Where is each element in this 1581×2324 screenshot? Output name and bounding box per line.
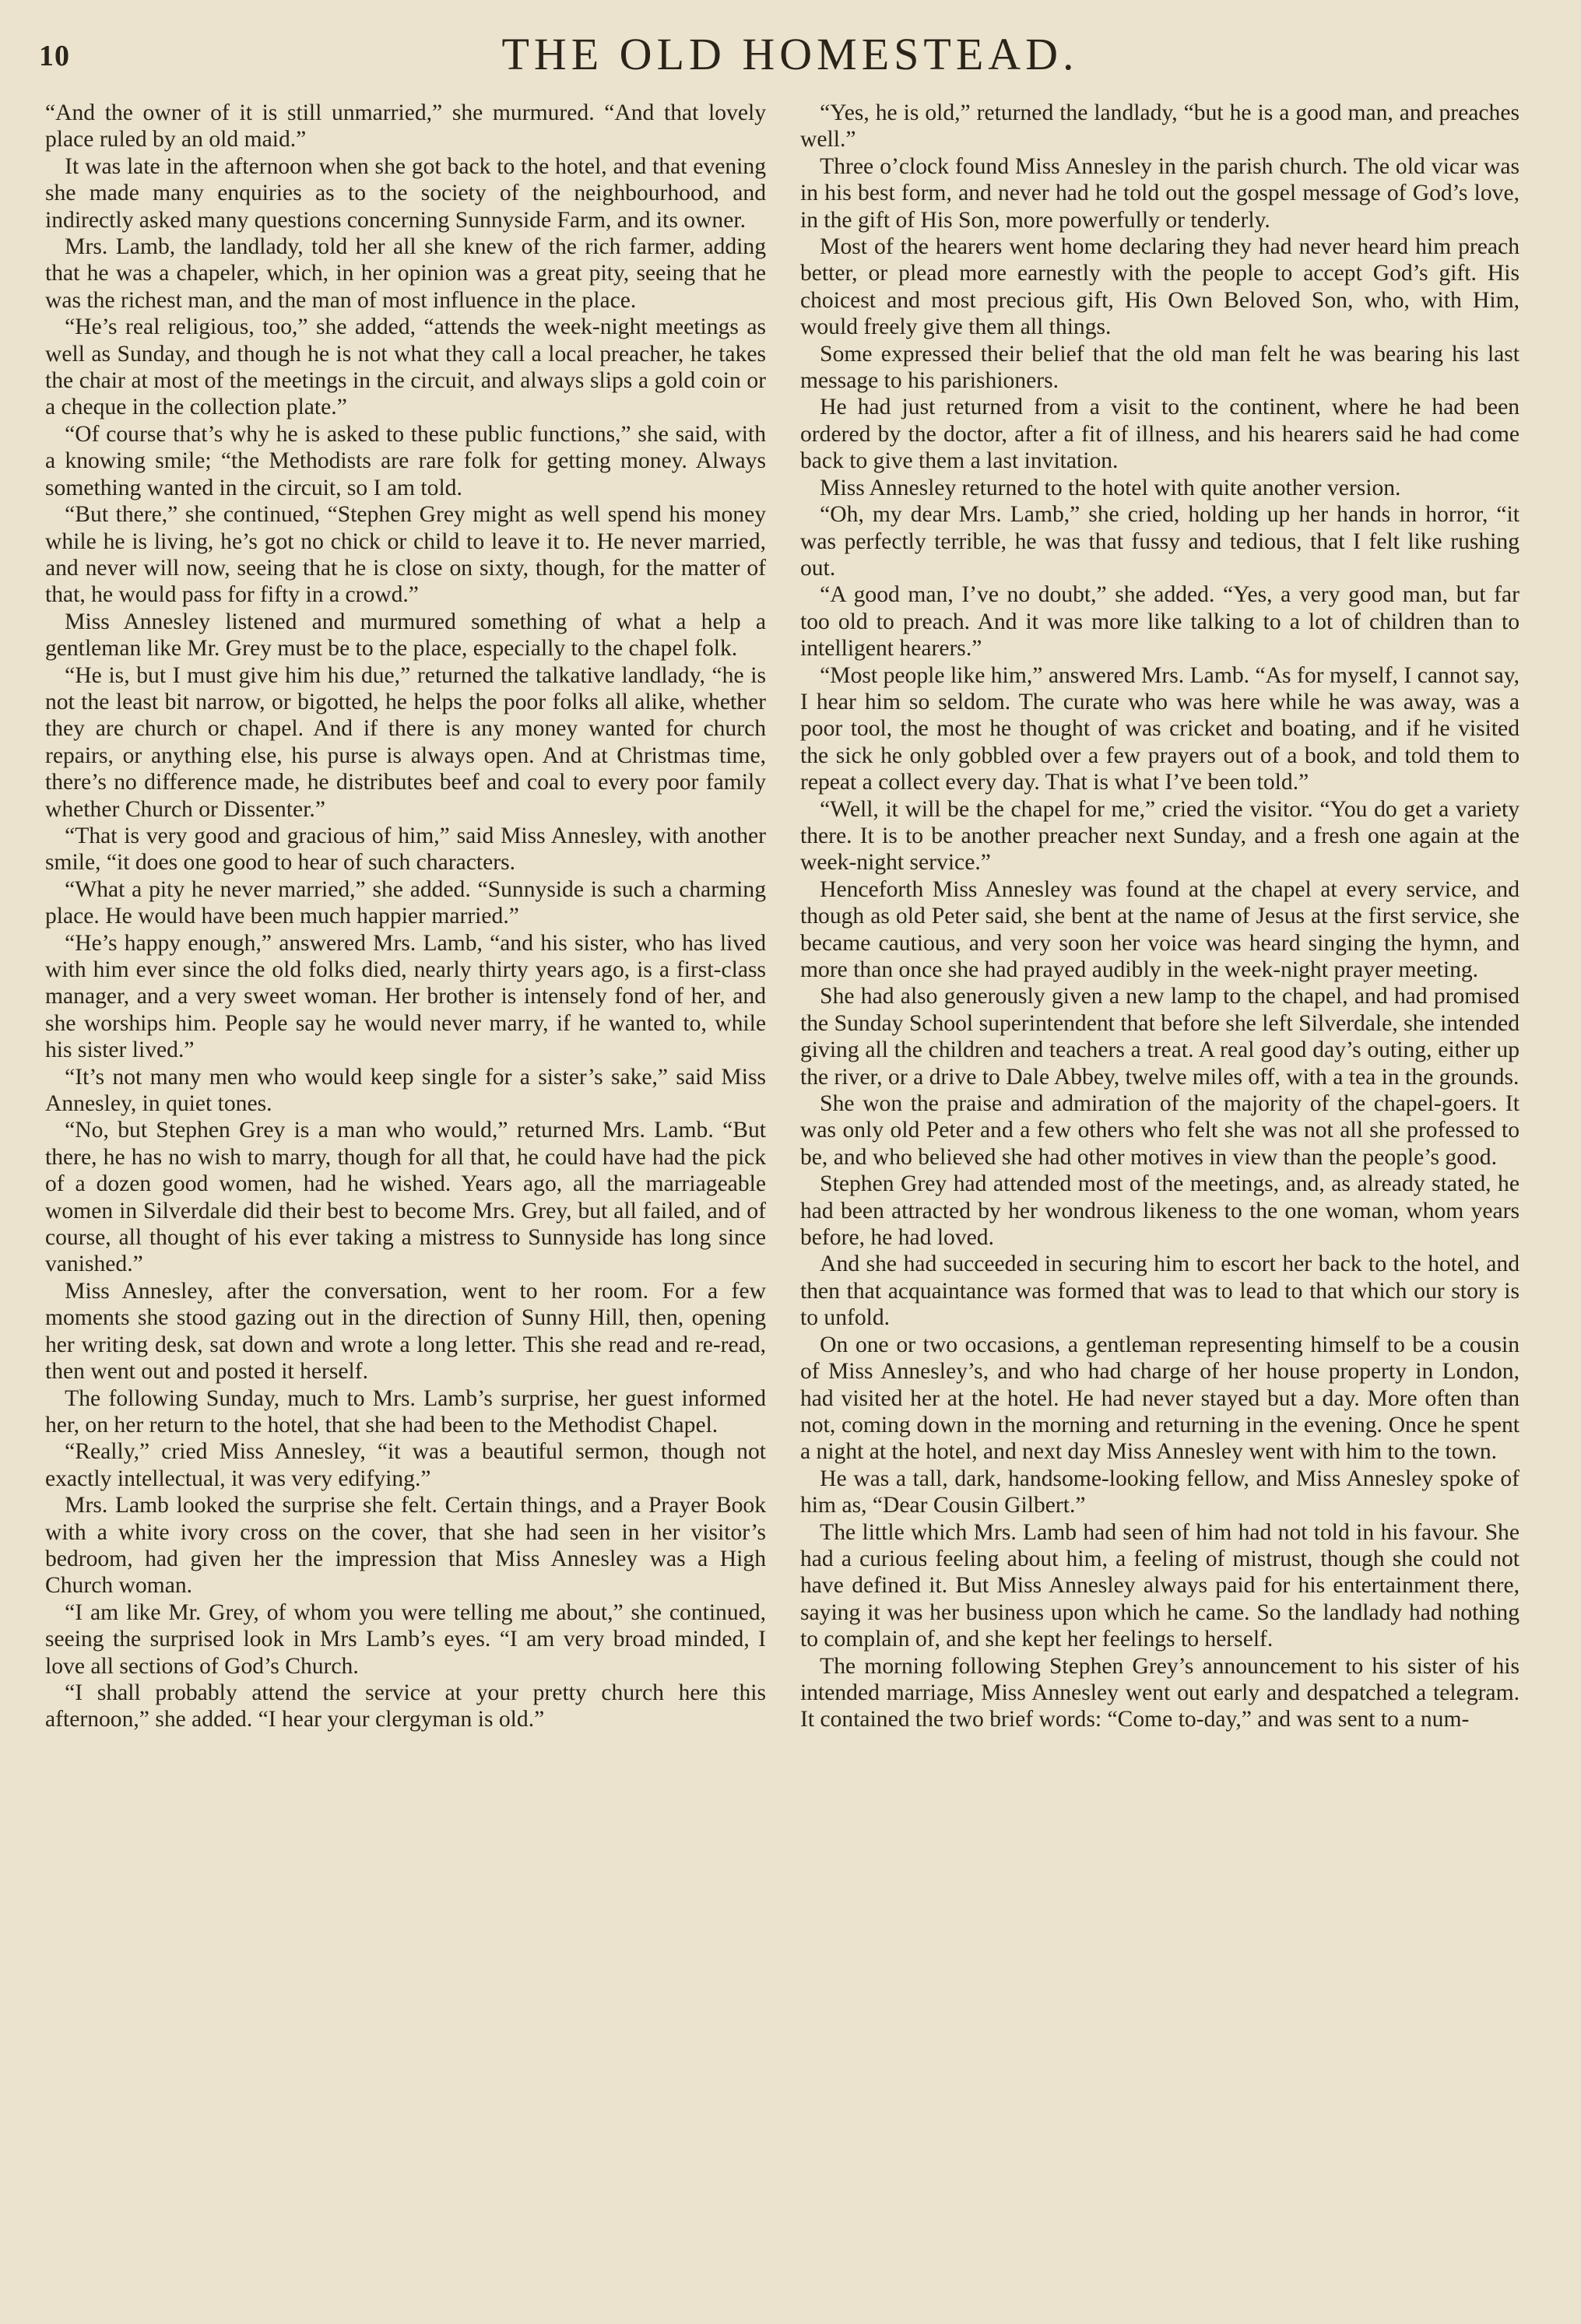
paragraph: The following Sunday, much to Mrs. Lamb’s surprise, her guest informed her, on her return to the hotel, that she had been to the Methodist Chapel. bbox=[45, 1385, 766, 1438]
paragraph: “Really,” cried Miss Annesley, “it was a beautiful sermon, though not exactly intellectual, it was very edifying.” bbox=[45, 1439, 766, 1491]
running-title: THE OLD HOMESTEAD. bbox=[501, 29, 1079, 79]
paragraph: He had just returned from a visit to the continent, where he had been ordered by the doctor, after a fit of illness, and his hearers said he had come back to give them a last invitation. bbox=[800, 395, 1520, 474]
paragraph: Some expressed their belief that the old man felt he was bearing his last message to his parishioners. bbox=[800, 341, 1520, 394]
paragraph: Three o’clock found Miss Annesley in the parish church. The old vicar was in his best form, and never had he told out the gospel message of God’s love, in the gift of His Son, more powerfully or tenderly. bbox=[800, 153, 1520, 233]
paragraph: “He is, but I must give him his due,” returned the talkative landlady, “he is not the least bit narrow, or bigotted, he helps the poor folks all alike, whether they are church or chapel. And if there is any money wanted for church repairs, or anything else, his purse is always open. And at Christmas time, there’s no difference made, he distributes beef and coal to every poor family whether Church or Dissenter.” bbox=[45, 662, 766, 822]
left-column bbox=[45, 100, 766, 1733]
page-number: 10 bbox=[39, 40, 70, 72]
paragraph: Miss Annesley, after the conversation, went to her room. For a few moments she stood gazing out in the direction of Sunny Hill, then, opening her writing desk, sat down and wrote a long letter. This she read and re-read, then went out and posted it herself. bbox=[45, 1278, 766, 1385]
paragraph: “Most people like him,” answered Mrs. Lamb. “As for myself, I cannot say, I hear him so seldom. The curate who was here while he was away, was a poor tool, the most he thought of was cricket and boating, and if he visited the sick he only gobbled over a few prayers out of a book, and told them to repeat a collect every day. That is what I’ve been told.” bbox=[800, 662, 1520, 795]
paragraph: “What a pity he never married,” she added. “Sunnyside is such a charming place. He would have been much happier married.” bbox=[45, 876, 766, 929]
paragraph: “I shall probably attend the service at your pretty church here this afternoon,” she added. “I hear your clergyman is old.” bbox=[45, 1680, 766, 1732]
paragraph: Miss Annesley returned to the hotel with quite another version. bbox=[820, 475, 1401, 500]
paragraph: “Yes, he is old,” returned the landlady, “but he is a good man, and preaches well.” bbox=[800, 100, 1520, 153]
paragraph: It was late in the afternoon when she got back to the hotel, and that evening she made many enquiries as to the society of the neighbourhood, and indirectly asked many questions concerning Sunnyside Farm, and its owner. bbox=[45, 153, 766, 233]
paragraph: Stephen Grey had attended most of the meetings, and, as already stated, he had been attracted by her wondrous likeness to the one woman, whom years before, he had loved. bbox=[800, 1171, 1520, 1251]
paragraph: “Oh, my dear Mrs. Lamb,” she cried, holding up her hands in horror, “it was perfectly terrible, he was that fussy and tedious, that I felt like rushing out. bbox=[800, 502, 1520, 581]
paragraph: On one or two occasions, a gentleman representing himself to be a cousin of Miss Annesley’s, and who had charge of her house property in London, had visited her at the hotel. He had never stayed but a day. More often than not, coming down in the morning and returning in the evening. Once he spent a night at the hotel, and next day Miss Annesley went with him to the town. bbox=[800, 1332, 1520, 1465]
paragraph: “It’s not many men who would keep single for a sister’s sake,” said Miss Annesley, in quiet tones. bbox=[45, 1064, 766, 1117]
paragraph: “He’s real religious, too,” she added, “attends the week-night meetings as well as Sunday, and though he is not what they call a local preacher, he takes the chair at most of the meetings in the circuit, and always slips a gold coin or a cheque in the collection plate.” bbox=[45, 314, 766, 420]
paragraph: “A good man, I’ve no doubt,” she added. “Yes, a very good man, but far too old to preach. And it was more like talking to a lot of children than to intelligent hearers.” bbox=[800, 582, 1520, 662]
right-column bbox=[800, 100, 1520, 1733]
paragraph: Henceforth Miss Annesley was found at the chapel at every service, and though as old Peter said, she bent at the name of Jesus at the first service, she became cautious, and very soon her voice was heard singing the hymn, and more than once she had prayed audibly in the week-night prayer meeting. bbox=[800, 876, 1520, 982]
paragraph: She won the praise and admiration of the majority of the chapel-goers. It was only old Peter and a few others who felt she was not all she professed to be, and who believed she had other motives in view than the people’s good. bbox=[800, 1091, 1520, 1170]
paragraph: She had also generously given a new lamp to the chapel, and had promised the Sunday School superintendent that before she left Silverdale, she intended giving all the children and teachers a treat. A real good day’s outing, either up the river, or a drive to Dale Abbey, twelve miles off, with a tea in the grounds. bbox=[800, 984, 1520, 1090]
paragraph: Most of the hearers went home declaring they had never heard him preach better, or plead more earnestly with the people to accept God’s gift. His choicest and most precious gift, His Own Beloved Son, who, with Him, would freely give them all things. bbox=[800, 234, 1520, 340]
paragraph: He was a tall, dark, handsome-looking fellow, and Miss Annesley spoke of him as, “Dear Cousin Gilbert.” bbox=[800, 1466, 1520, 1518]
paragraph: Mrs. Lamb looked the surprise she felt. Certain things, and a Prayer Book with a white ivory cross on the cover, that she had seen in her visitor’s bedroom, had given her the impression that Miss Annesley was a High Church woman. bbox=[45, 1493, 766, 1599]
paragraph: “But there,” she continued, “Stephen Grey might as well spend his money while he is living, he’s got no chick or child to leave it to. He never married, and never will now, seeing that he is close on sixty, though, for the matter of that, he would pass for fifty in a crowd.” bbox=[45, 502, 766, 608]
paragraph: Mrs. Lamb, the landlady, told her all she knew of the rich farmer, adding that he was a chapeler, which, in her opinion was a great pity, seeing that he was the richest man, and the man of most influence in the place. bbox=[45, 234, 766, 313]
paragraph: And she had succeeded in securing him to escort her back to the hotel, and then that acquaintance was formed that was to lead to that which our story is to unfold. bbox=[800, 1252, 1520, 1331]
paragraph: “He’s happy enough,” answered Mrs. Lamb, “and his sister, who has lived with him ever since the old folks died, nearly thirty years ago, is a first-class manager, and a very sweet woman. Her brother is intensely fond of her, and she worships him. People say he would never marry, if he wanted to, while his sister lived.” bbox=[45, 930, 766, 1063]
paragraph: The little which Mrs. Lamb had seen of him had not told in his favour. She had a curious feeling about him, a feeling of mistrust, though she could not have defined it. But Miss Annesley always paid for his entertainment there, saying it was her business upon which he came. So the landlady had nothing to complain of, and she kept her feelings to herself. bbox=[800, 1519, 1520, 1652]
paragraph: The morning following Stephen Grey’s announcement to his sister of his intended marriage, Miss Annesley went out early and despatched a telegram. It contained the two brief words: “Come to-day,” and was sent to a num- bbox=[800, 1653, 1520, 1732]
page-header bbox=[39, 28, 1541, 82]
paragraph: Miss Annesley listened and murmured something of what a help a gentleman like Mr. Grey must be to the place, especially to the chapel folk. bbox=[45, 609, 766, 662]
paragraph: “I am like Mr. Grey, of whom you were telling me about,” she continued, seeing the surprised look in Mrs Lamb’s eyes. “I am very broad minded, I love all sections of God’s Church. bbox=[45, 1599, 766, 1679]
paragraph: “No, but Stephen Grey is a man who would,” returned Mrs. Lamb. “But there, he has no wish to marry, though for all that, he could have had the pick of a dozen good women, had he wished. Years ago, all the marriageable women in Silverdale did their best to become Mrs. Grey, but all failed, and of course, all thought of his ever taking a mistress to Sunnyside has long since vanished.” bbox=[45, 1118, 766, 1277]
paragraph: “That is very good and gracious of him,” said Miss Annesley, with another smile, “it does one good to hear of such characters. bbox=[45, 823, 766, 876]
paragraph: “And the owner of it is still unmarried,” she murmured. “And that lovely place ruled by an old maid.” bbox=[45, 100, 766, 153]
paragraph: “Well, it will be the chapel for me,” cried the visitor. “You do get a variety there. It is to be another preacher next Sunday, and a fresh one again at the week-night service.” bbox=[800, 796, 1520, 876]
paragraph: “Of course that’s why he is asked to these public functions,” she said, with a knowing smile; “the Methodists are rare folk for getting money. Always something wanted in the circuit, so I am told. bbox=[45, 421, 766, 500]
